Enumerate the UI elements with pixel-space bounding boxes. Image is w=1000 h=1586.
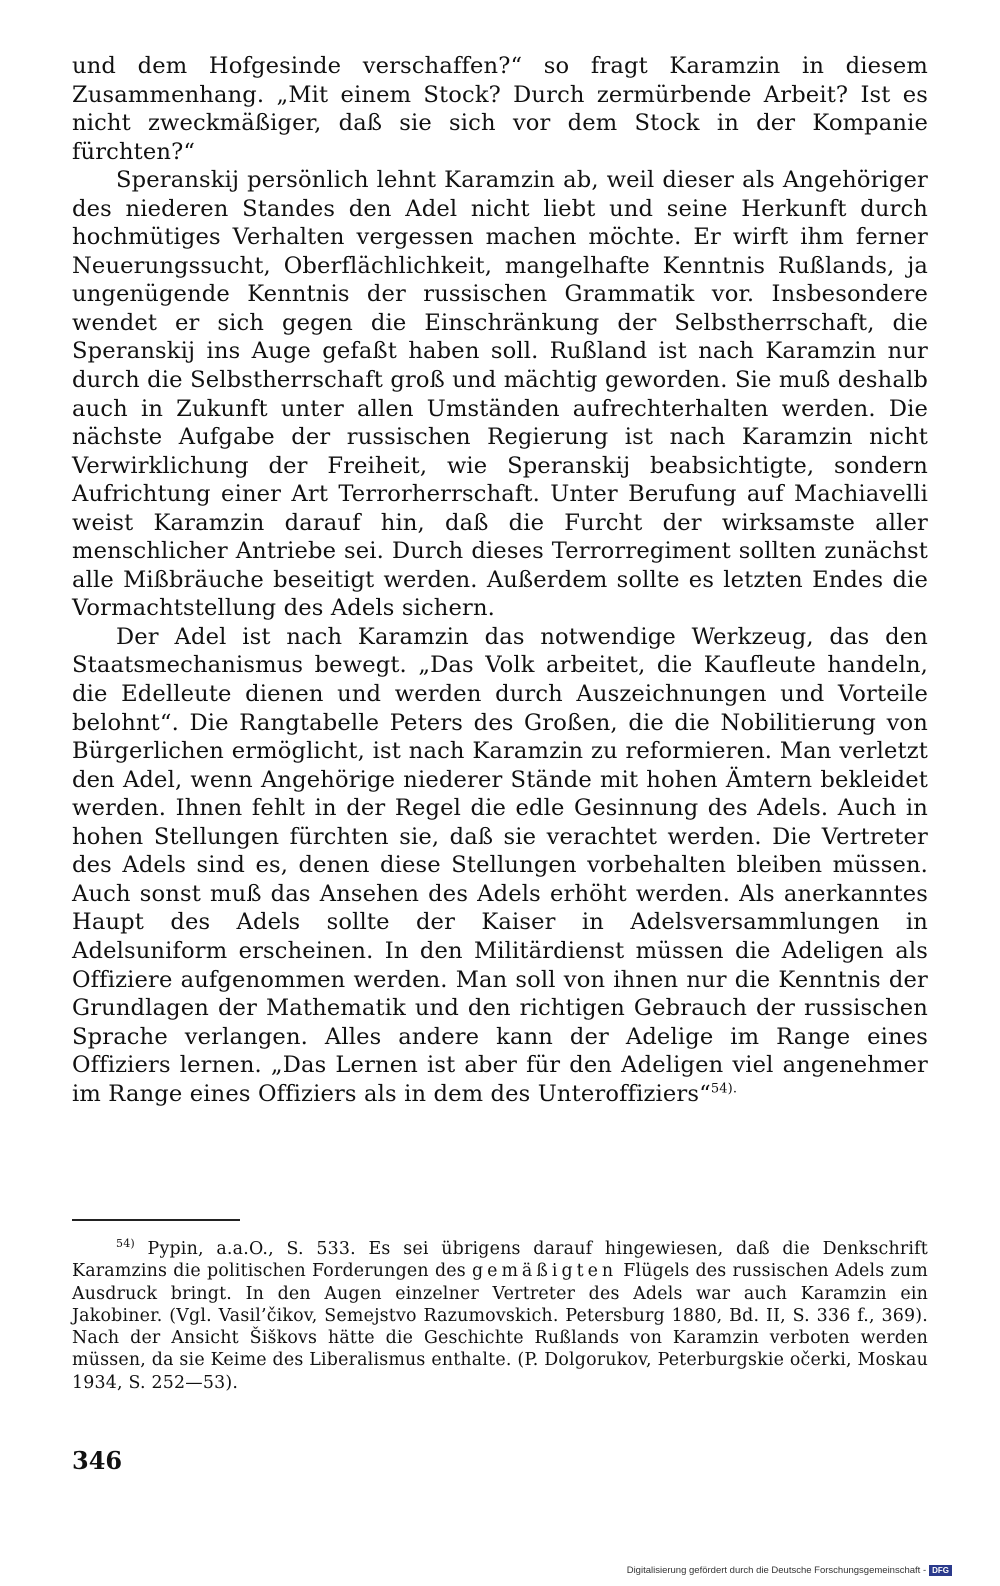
paragraph-3 (72, 623, 928, 1108)
paragraph-2: Speranskij persönlich lehnt Karamzin ab, weil dieser als Angehöriger des niederen Standes den Adel nicht liebt und seine Herkunft durch hochmütiges Verhalten vergessen machen möchte. Er wirft ihm ferner Neuerungssucht, Oberflächlichkeit, mangelhafte Kenntnis Rußlands, ja ungenügende Kenntnis der russischen Grammatik vor. Insbesondere wendet er sich gegen die Einschränkung der Selbstherrschaft, die Speranskij ins Auge gefaßt haben soll. Rußland ist nach Karamzin nur durch die Selbstherrschaft groß und mächtig geworden. Sie muß deshalb auch in Zukunft unter allen Umständen aufrechterhalten werden. Die nächste Aufgabe der russischen Regierung ist nach Karamzin nicht Verwirklichung der Freiheit, wie Speranskij beabsichtigte, sondern Aufrichtung einer Art Terrorherrschaft. Unter Berufung auf Machiavelli weist Karamzin darauf hin, daß die Furcht der wirksamste aller menschlicher Antriebe sei. Durch dieses Terrorregiment sollten zunächst alle Mißbräuche beseitigt werden. Außerdem sollte es letzten Endes die Vormachtstellung des Adels sichern. (72, 167, 928, 622)
footnote-rule (72, 1219, 240, 1221)
footnote-reference: 54). (710, 1081, 738, 1097)
digitization-credit (627, 1565, 952, 1576)
footnote-emphasis: gemäßigten (472, 1261, 618, 1282)
dfg-logo: DFG (929, 1565, 952, 1576)
footnote (72, 1238, 928, 1394)
page-number: 346 (72, 1446, 123, 1475)
paragraph-1: und dem Hofgesinde verschaffen?“ so fragt Karamzin in diesem Zusammenhang. „Mit einem Stock? Durch zermürbende Arbeit? Ist es nicht zweckmäßiger, daß sie sich vor dem Stock in der Kompanie fürchten?“ (72, 53, 928, 165)
digitization-note: Digitalisierung gefördert durch die Deutsche Forschungsgemeinschaft - (626, 1565, 927, 1576)
paragraph-3-text: Der Adel ist nach Karamzin das notwendige Werkzeug, das den Staatsmechanismus bewegt. „Das Volk arbeitet, die Kaufleute handeln, die Edelleute dienen und werden durch Auszeichnungen und Vorteile belohnt“. Die Rangtabelle Peters des Großen, die die Nobilitierung von Bürgerlichen ermöglicht, ist nach Karamzin zu reformieren. Man verletzt den Adel, wenn Angehörige niederer Stände mit hohen Ämtern bekleidet werden. Ihnen fehlt in der Regel die edle Gesinnung des Adels. Auch in hohen Stellungen fürchten sie, daß sie verachtet werden. Die Vertreter des Adels sind es, denen diese Stellungen vorbehalten bleiben müssen. Auch sonst muß das Ansehen des Adels erhöht werden. Als anerkanntes Haupt des Adels sollte der Kaiser in Adelsversammlungen in Adelsuniform erscheinen. In den Militärdienst müssen die Adeligen als Offiziere aufgenommen werden. Man soll von ihnen nur die Kenntnis der Grundlagen der Mathematik und den richtigen Gebrauch der russischen Sprache verlangen. Alles andere kann der Adelige im Range eines Offiziers lernen. „Das Lernen ist aber für den Adeligen viel angenehmer im Range eines Offiziers als in dem des Unteroffiziers“ (72, 623, 928, 1107)
footnote-text-before: Pypin, a.a.O., S. 533. Es sei übrigens darauf hingewiesen, daß die Denkschrift Karamzins die politischen Forderungen des (72, 1239, 928, 1282)
footnote-marker: 54) (116, 1237, 135, 1251)
main-text (72, 52, 928, 1108)
footnote-text-after: Flügels des russischen Adels zum Ausdruck bringt. In den Augen einzelner Vertreter des Adels war auch Karamzin ein Jakobiner. (Vgl. Vasil’čikov, Semejstvo Razumovskich. Petersburg 1880, Bd. II, S. 336 f., 369). Nach der Ansicht Šiškovs hätte die Geschichte Rußlands von Karamzin verboten werden müssen, da sie Keime des Liberalismus enthalte. (P. Dolgorukov, Peterburgskie očerki, Moskau 1934, S. 252—53). (72, 1261, 928, 1393)
